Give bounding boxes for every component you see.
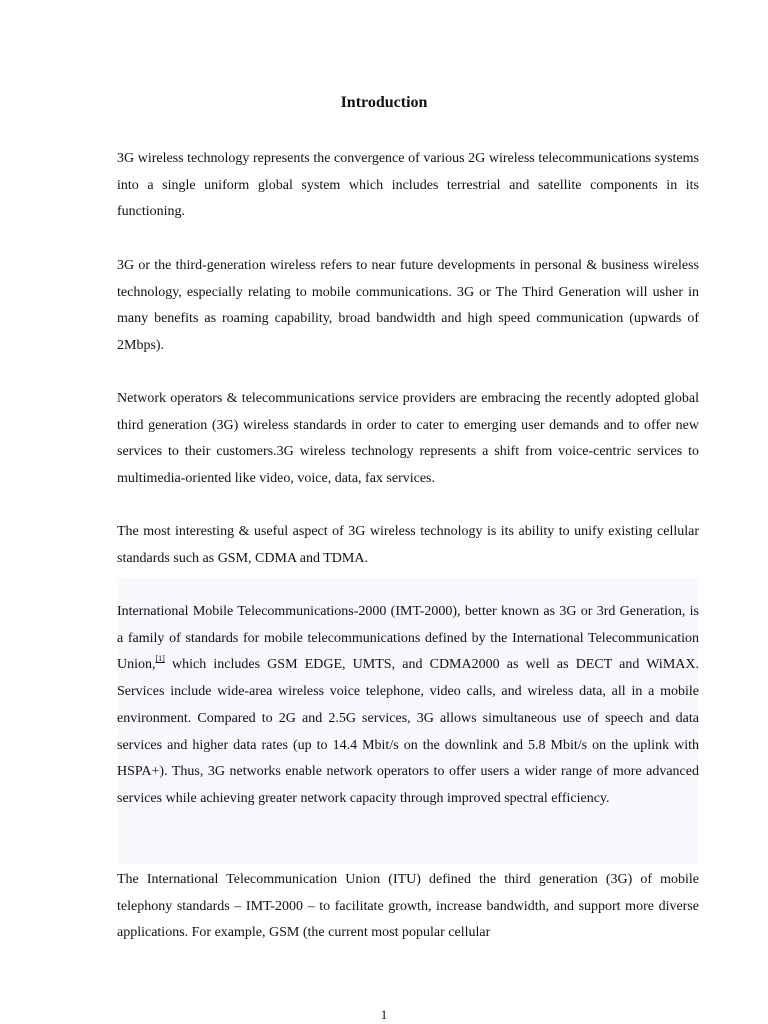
citation-link[interactable]: [1] (155, 654, 165, 664)
paragraph-5-text-a: International Mobile Telecommunications-2000 (IMT-2000), better known as 3G or 3rd Generation, is a family of standards for mobile telecommunications defined by the International Telecommunication Union, (117, 604, 699, 673)
paragraph-2: 3G or the third-generation wireless refers to near future developments in personal & business wireless technology, especially relating to mobile communications. 3G or The Third Generation will usher in many benefits as roaming capability, broad bandwidth and high speed communication (upwards of 2Mbps). (117, 258, 699, 354)
paragraph-6: The International Telecommunication Union (ITU) defined the third generation (3G) of mobile telephony standards – IMT-2000 – to facilitate growth, increase bandwidth, and support more diverse applications. For example, GSM (the current most popular cellular (117, 872, 699, 941)
paragraph-3: Network operators & telecommunications service providers are embracing the recently adopted global third generation (3G) wireless standards in order to cater to emerging user demands and to offer new services to their customers.3G wireless technology represents a shift from voice-centric services to multimedia-oriented like video, voice, data, fax services. (117, 391, 699, 487)
page-title: Introduction (340, 94, 428, 111)
paragraph-5-text-b: which includes GSM EDGE, UMTS, and CDMA2000 as well as DECT and WiMAX. Services include wide-area wireless voice telephone, video calls, and wireless data, all in a mobile environment. Compared to 2G and 2.5G services, 3G allows simultaneous use of speech and data services and higher data rates (up to 14.4 Mbit/s on the downlink and 5.8 Mbit/s on the uplink with HSPA+). Thus, 3G networks enable network operators to offer users a wider range of more advanced services while achieving greater network capacity through improved spectral efficiency. (117, 657, 699, 806)
page-number: 1 (380, 1007, 388, 1022)
paragraph-5 (117, 599, 699, 813)
paragraph-1: 3G wireless technology represents the convergence of various 2G wireless telecommunications systems into a single uniform global system which includes terrestrial and satellite components in its functioning. (117, 151, 699, 220)
paragraph-4: The most interesting & useful aspect of 3G wireless technology is its ability to unify existing cellular standards such as GSM, CDMA and TDMA. (117, 524, 699, 566)
